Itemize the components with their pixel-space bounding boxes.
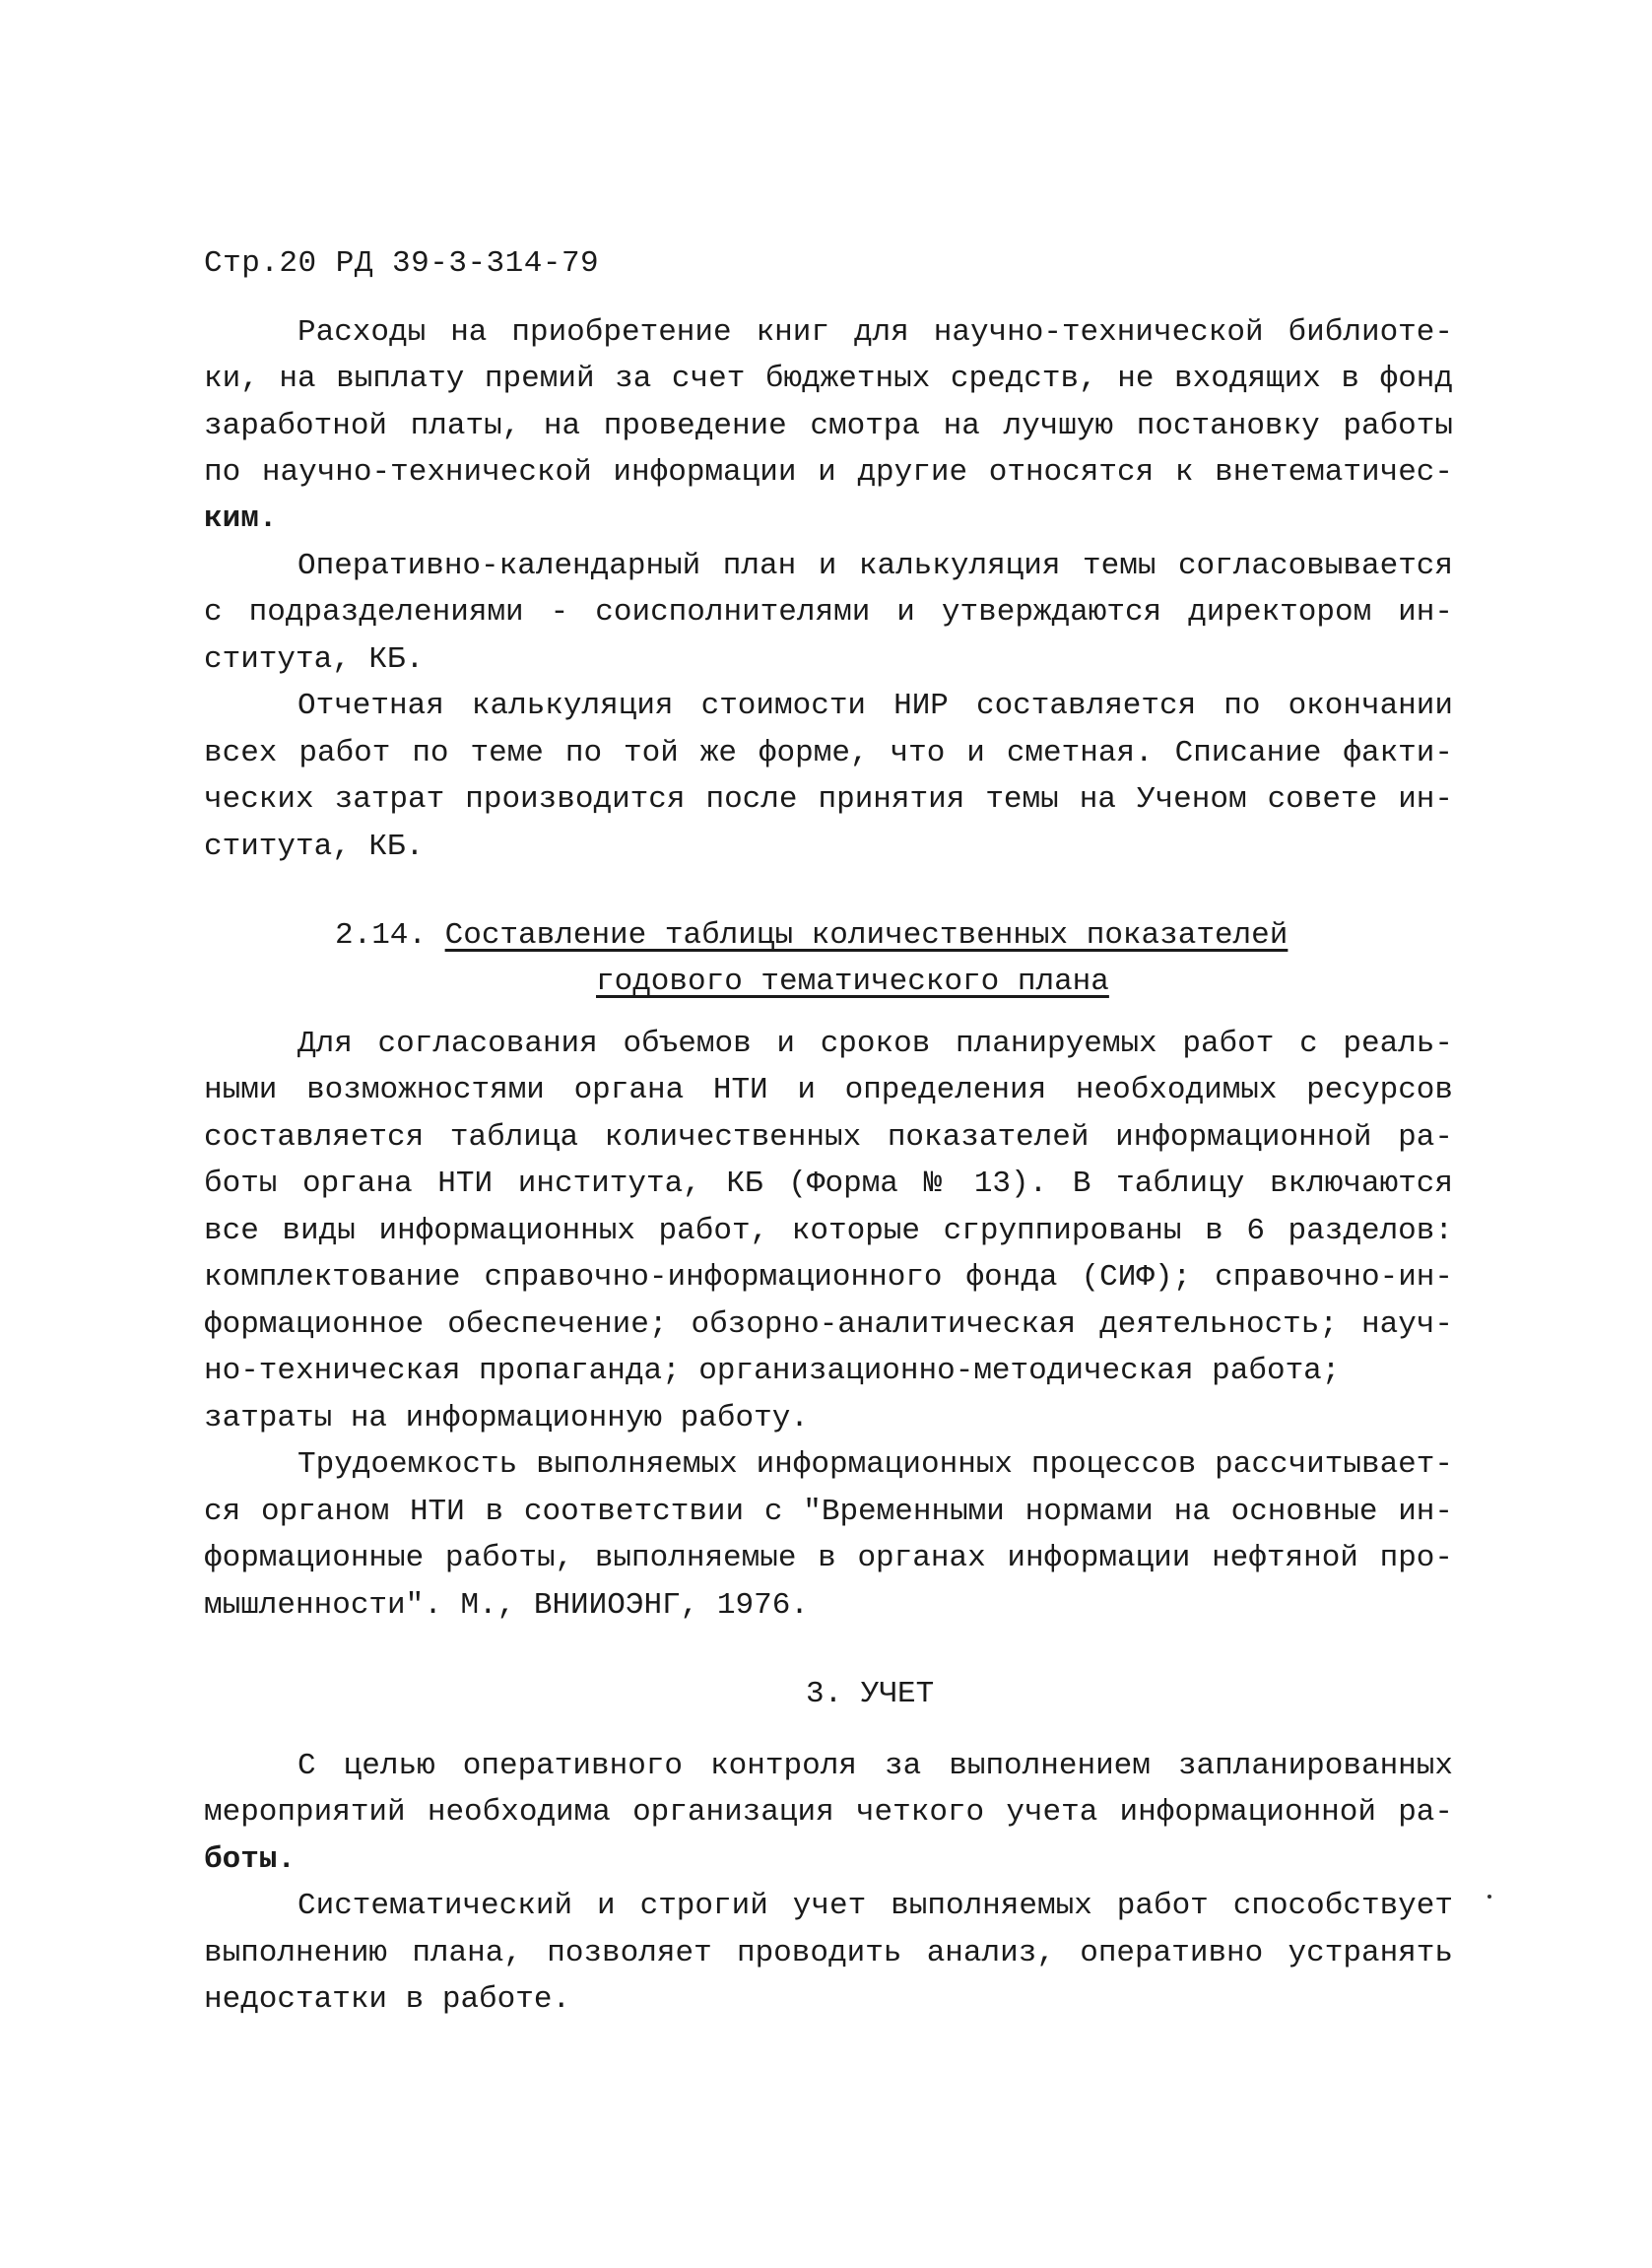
paragraph-line: боты органа НТИ института, КБ (Форма № 13). В таблицу включаются — [204, 1167, 1453, 1201]
paragraph-line: ки, на выплату премий за счет бюджетных средств, не входящих в фонд — [204, 362, 1453, 396]
paragraph-line: Для согласования объемов и сроков планируемых работ с реаль- — [297, 1027, 1453, 1061]
paragraph-line: недостатки в работе. — [204, 1982, 571, 2017]
paragraph-line: мероприятий необходима организация четкого учета информационной ра- — [204, 1795, 1453, 1830]
paragraph-line: Систематический и строгий учет выполняемых работ способствует — [297, 1889, 1453, 1923]
paragraph-line: Расходы на приобретение книг для научно-технической библиоте- — [297, 315, 1453, 350]
paragraph-line: формационные работы, выполняемые в органах информации нефтяной про- — [204, 1541, 1453, 1575]
paragraph-line: Отчетная калькуляция стоимости НИР составляется по окончании — [297, 689, 1453, 723]
section-title-line1: Составление таблицы количественных показателей — [444, 918, 1289, 953]
paragraph-line: всех работ по теме по той же форме, что и сметная. Списание факти- — [204, 736, 1453, 770]
paragraph-line: Трудоемкость выполняемых информационных процессов рассчитывает- — [297, 1447, 1453, 1482]
paragraph-line: Оперативно-календарный план и калькуляция темы согласовывается — [297, 549, 1453, 583]
paragraph-line: формационное обеспечение; обзорно-аналитическая деятельность; науч- — [204, 1307, 1453, 1342]
section-heading-2-14 — [335, 916, 1288, 956]
paragraph-line: ными возможностями органа НТИ и определения необходимых ресурсов — [204, 1073, 1453, 1107]
section-heading-3: 3. УЧЕТ — [806, 1677, 935, 1711]
paragraph-line: затраты на информационную работу. — [204, 1401, 809, 1435]
paragraph-line: мышленности". М., ВНИИОЭНГ, 1976. — [204, 1588, 809, 1623]
page-header: Стр.20 РД 39-3-314-79 — [204, 246, 600, 281]
paragraph-line: ческих затрат производится после принятия темы на Ученом совете ин- — [204, 782, 1453, 817]
paragraph-line: заработной платы, на проведение смотра на лучшую постановку работы — [204, 409, 1453, 443]
paragraph-line: выполнению плана, позволяет проводить анализ, оперативно устранять — [204, 1936, 1453, 1970]
paragraph-line: с подразделениями - соисполнителями и утверждаются директором ин- — [204, 595, 1453, 630]
paragraph-line: все виды информационных работ, которые сгруппированы в 6 разделов: — [204, 1214, 1453, 1248]
paragraph-line: комплектование справочно-информационного фонда (СИФ); справочно-ин- — [204, 1260, 1453, 1295]
paragraph-line: составляется таблица количественных показателей информационной ра- — [204, 1120, 1453, 1155]
section-heading-2-14-cont — [596, 963, 1109, 1002]
paragraph-line: боты. — [204, 1842, 297, 1877]
paragraph-line: по научно-технической информации и другие относятся к внетематичес- — [204, 455, 1453, 490]
paragraph-line: ститута, КБ. — [204, 642, 425, 677]
section-title-line2: годового тематического плана — [596, 965, 1109, 999]
section-number: 2.14. — [335, 918, 428, 953]
scan-speck — [1487, 1895, 1491, 1899]
paragraph-line: но-техническая пропаганда; организационно-методическая работа; — [204, 1354, 1341, 1388]
paragraph-line: С целью оперативного контроля за выполнением запланированных — [297, 1749, 1453, 1783]
paragraph-line: ся органом НТИ в соответствии с "Временными нормами на основные ин- — [204, 1495, 1453, 1529]
paragraph-line: ститута, КБ. — [204, 830, 425, 864]
paragraph-line: ким. — [204, 501, 278, 536]
